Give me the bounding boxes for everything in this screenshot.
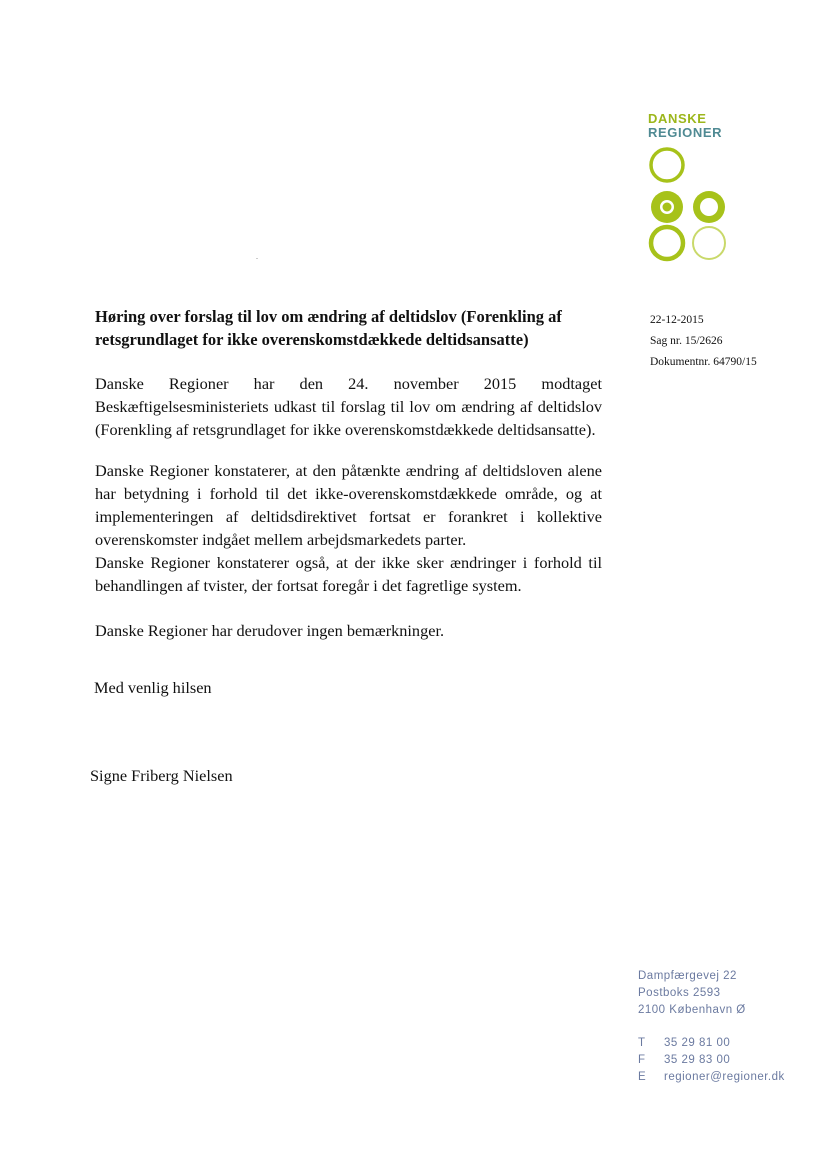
document-number: Dokumentnr. 64790/15 <box>650 356 757 368</box>
phone-number: 35 29 81 00 <box>664 1037 731 1049</box>
letter-date: 22-12-2015 <box>650 314 704 326</box>
signer-name: Signe Friberg Nielsen <box>90 766 233 785</box>
letter-subject: Høring over forslag til lov om ændring af deltidslov (Forenkling af retsgrundlaget for ikke overenskomstdækkede deltidsansatte) <box>95 307 562 349</box>
scan-artifact <box>256 258 258 259</box>
letter-meta <box>650 310 757 373</box>
logo-word-regioner: REGIONER <box>648 125 723 140</box>
paragraph-no-remarks: Danske Regioner har derudover ingen bemærkninger. <box>95 621 445 640</box>
fax-number: 35 29 83 00 <box>664 1054 731 1066</box>
fax-row <box>638 1052 785 1069</box>
footer-contact <box>638 968 785 1086</box>
logo-word-danske: DANSKE <box>648 111 707 126</box>
email-label: E <box>638 1071 647 1083</box>
email-row <box>638 1069 785 1086</box>
paragraph-intro: Danske Regioner har den 24. november 2015 modtaget Beskæftigelsesministeriets udkast til forslag til lov om ændring af deltidslov (Forenkling af retsgrundlaget for ikke overenskomstdækkede deltidsansatte). <box>95 374 602 439</box>
email-address: regioner@regioner.dk <box>664 1071 785 1083</box>
paragraph-findings <box>95 459 602 597</box>
fax-label: F <box>638 1054 646 1066</box>
case-number: Sag nr. 15/2626 <box>650 335 723 347</box>
phone-label: T <box>638 1037 646 1049</box>
address-city: 2100 København Ø <box>638 1004 746 1016</box>
closing-greeting: Med venlig hilsen <box>94 678 212 697</box>
address-street: Dampfærgevej 22 <box>638 970 737 982</box>
address-pobox: Postboks 2593 <box>638 987 721 999</box>
logo-circles-icon <box>648 146 728 262</box>
phone-row <box>638 1035 785 1052</box>
paragraph-findings-a: Danske Regioner konstaterer, at den påtænkte ændring af deltidsloven alene har betydning i forhold til det ikke-overenskomstdækkede område, og at implementeringen af deltidsdirektivet fortsat er forankret i kollektive overenskomster indgået mellem arbejdsmarkedets parter. <box>95 461 602 549</box>
paragraph-findings-b: Danske Regioner konstaterer også, at der ikke sker ændringer i forhold til behandlingen af tvister, der fortsat foregår i det fagretlige system. <box>95 553 602 595</box>
danske-regioner-logo <box>648 112 738 140</box>
